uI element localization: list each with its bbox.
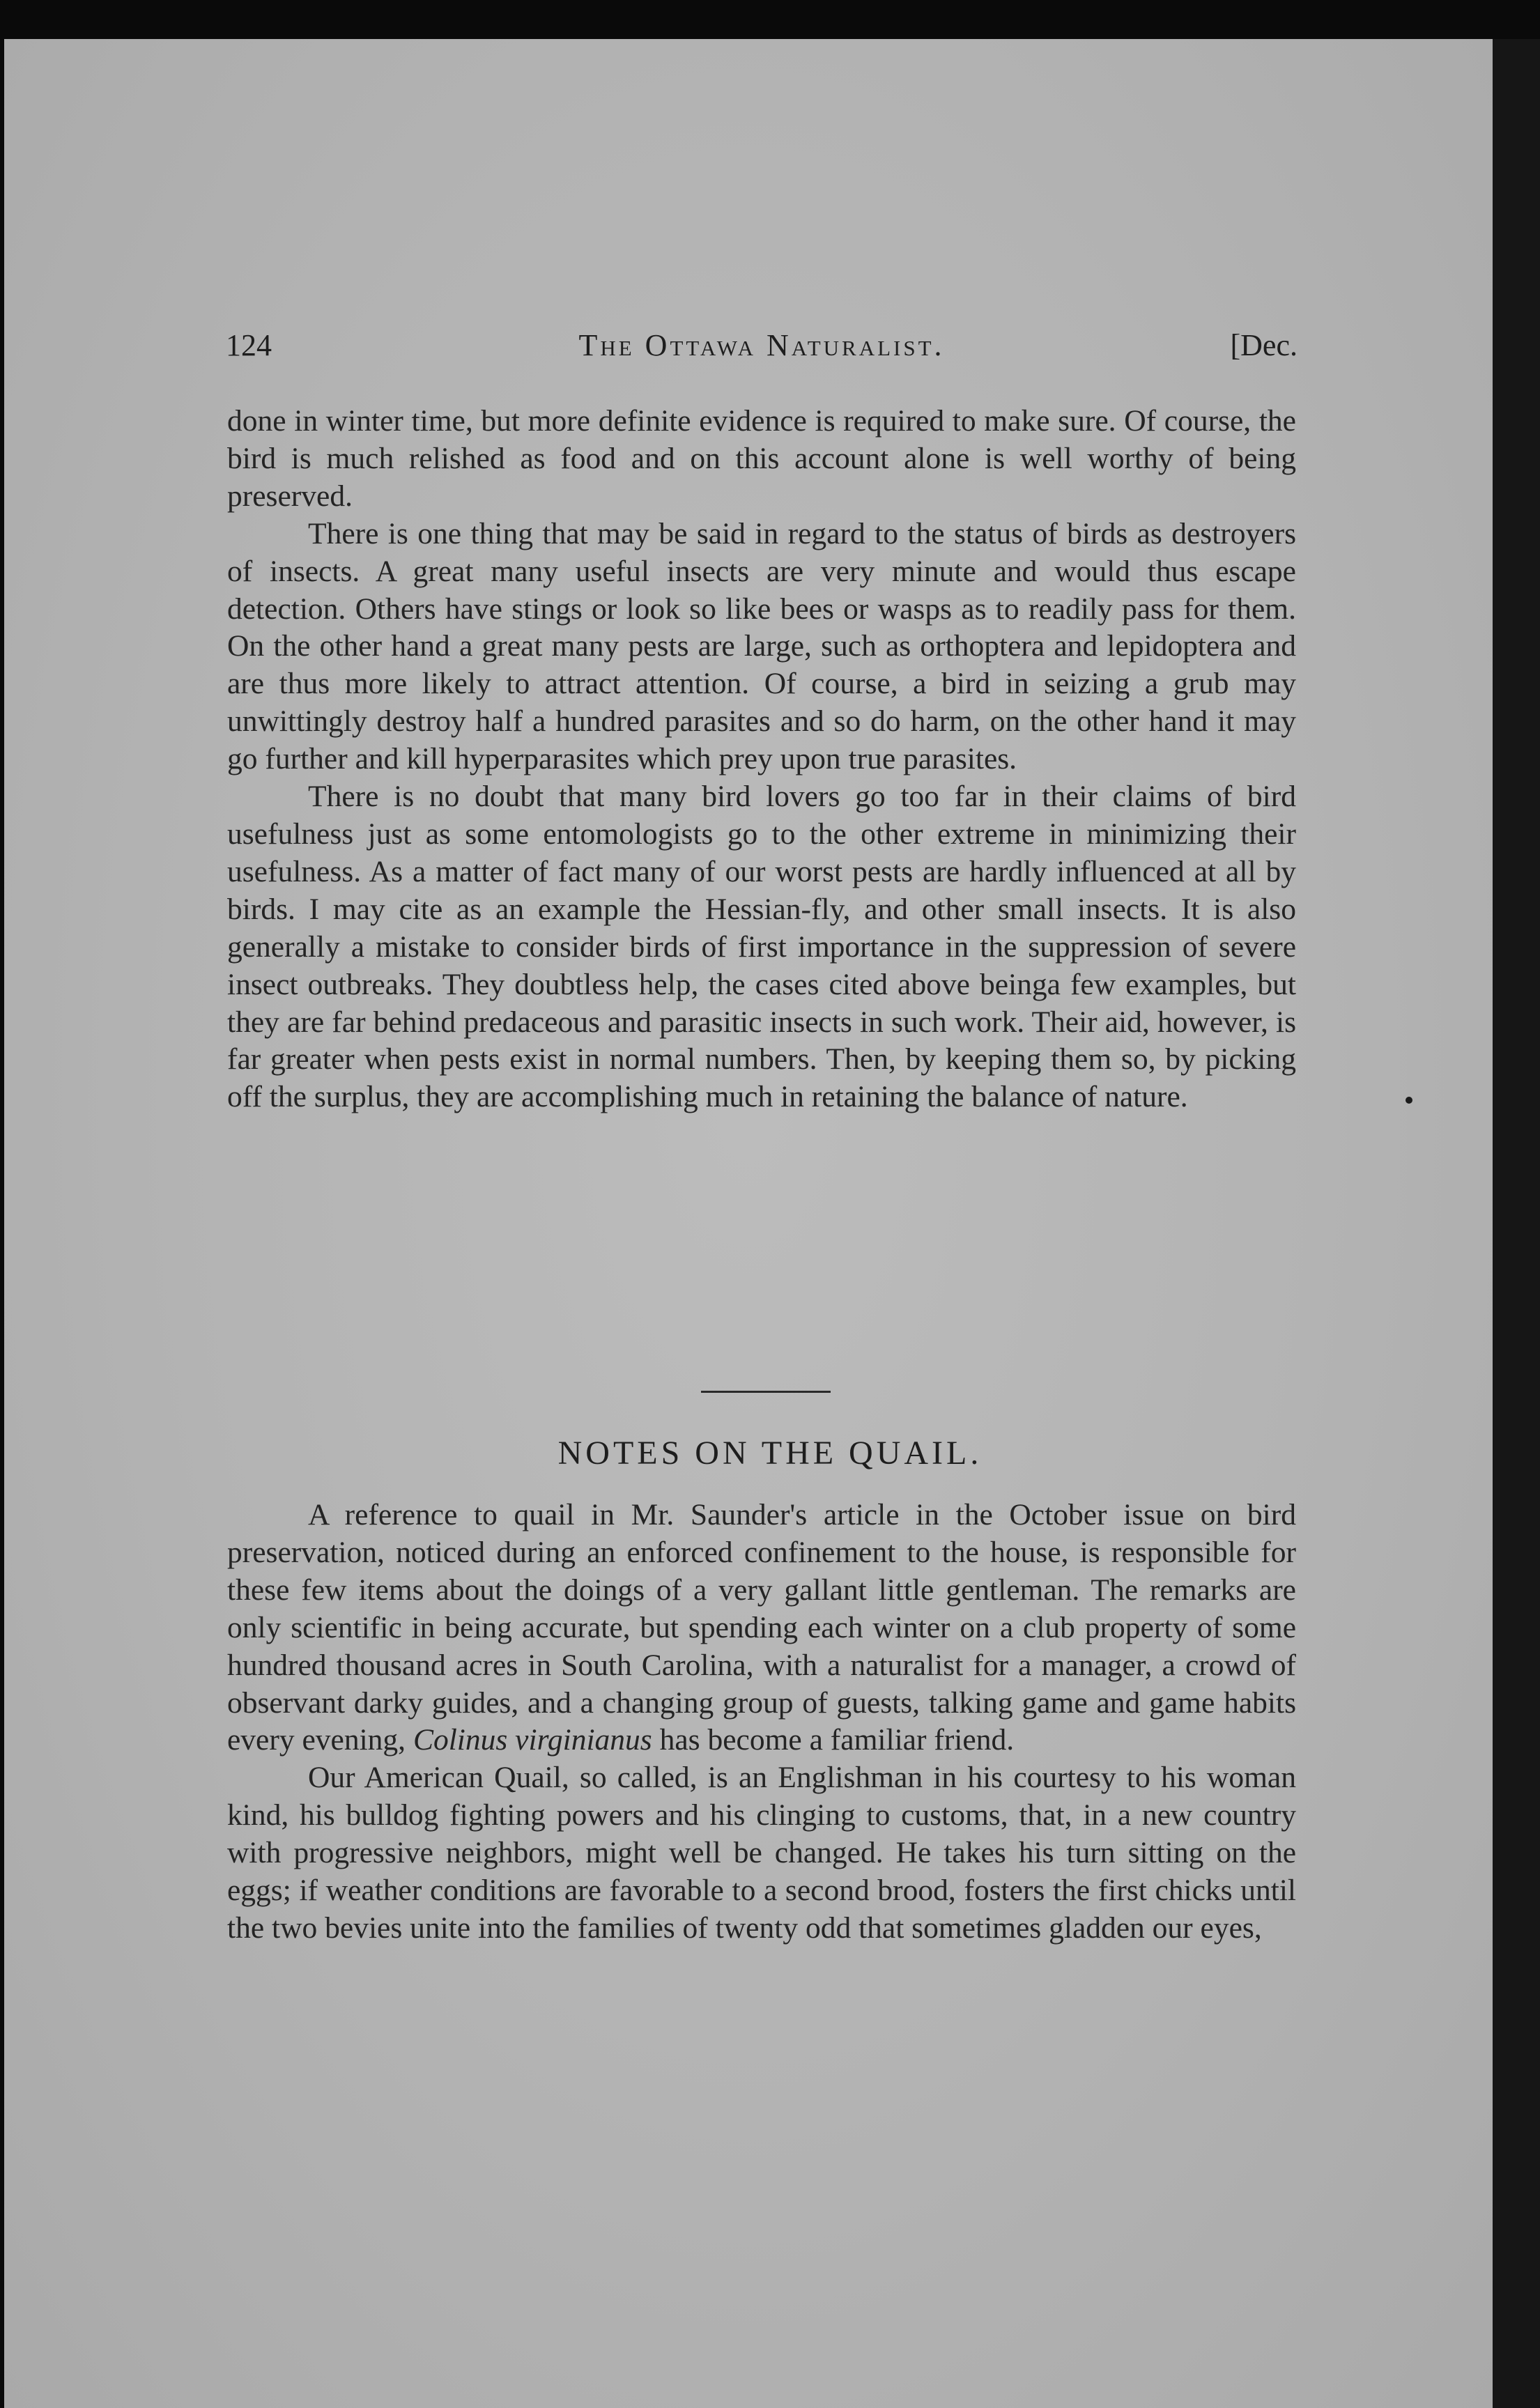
journal-title: The Ottawa Naturalist. bbox=[578, 328, 945, 362]
page-shadow-edge bbox=[1493, 39, 1540, 2408]
species-name: Colinus virginianus bbox=[413, 1723, 652, 1757]
running-header bbox=[226, 327, 1298, 369]
section-divider bbox=[701, 1391, 831, 1393]
ink-speck bbox=[1406, 1097, 1412, 1104]
paragraph: There is one thing that may be said in regard to the status of birds as destroyers of insects. A great many useful insects are very minute and would thus escape detection. Others have stings or look so like bees or wasps as to readily pass for them. On the other hand a great many pests are large, such as orthoptera and lepidoptera and are thus more likely to attract attention. Of course, a bird in seizing a grub may unwittingly destroy half a hundred parasites and so do harm, on the other hand it may go further and kill hyperparasites which prey upon true parasites. bbox=[227, 516, 1296, 776]
paragraph bbox=[227, 1497, 1296, 1759]
article-heading: NOTES ON THE QUAIL. bbox=[557, 1435, 983, 1472]
book-page bbox=[4, 39, 1493, 2408]
quail-article-text bbox=[227, 1497, 1296, 1947]
paragraph: Our American Quail, so called, is an Englishman in his courtesy to his woman kind, his bulldog fighting powers and his clinging to customs, that, in a new country with progressive neighbors, might well be changed. He takes his turn sitting on the eggs; if weather conditions are favorable to a second brood, fosters the first chicks until the two bevies unite into the families of twenty odd that sometimes gladden our eyes, bbox=[227, 1761, 1296, 1945]
continued-article-text bbox=[227, 403, 1296, 1116]
page-number: 124 bbox=[226, 328, 272, 362]
paragraph-text: has become a familiar friend. bbox=[659, 1723, 1015, 1757]
paragraph: done in winter time, but more definite evidence is required to make sure. Of course, the bird is much relished as food and on this account alone is well worthy of being preserved. bbox=[227, 404, 1296, 513]
paragraph-text: A reference to quail in Mr. Saunder's article in the October issue on bird preservation, noticed during an enforced confinement to the house, is responsible for these few items about the doings of a very gallant little gentleman. The remarks are only scientific in being accurate, but spending each winter on a club property of some hundred thousand acres in South Carolina, with a naturalist for a manager, a crowd of observant darky guides, and a changing group of guests, talking game and game habits every evening, bbox=[227, 1498, 1296, 1757]
paragraph: There is no doubt that many bird lovers go too far in their claims of bird usefulness just as some entomologists go to the other extreme in minimizing their usefulness. As a matter of fact many of our worst pests are hardly influenced at all by birds. I may cite as an example the Hessian-fly, and other small insects. It is also generally a mistake to consider birds of first importance in the suppression of severe insect outbreaks. They doubtless help, the cases cited above beinga few examples, but they are far behind predaceous and parasitic insects in such work. Their aid, however, is far greater when pests exist in normal numbers. Then, by keeping them so, by picking off the surplus, they are accomplishing much in retaining the balance of nature. bbox=[227, 780, 1296, 1114]
issue-month: [Dec. bbox=[1230, 328, 1298, 362]
